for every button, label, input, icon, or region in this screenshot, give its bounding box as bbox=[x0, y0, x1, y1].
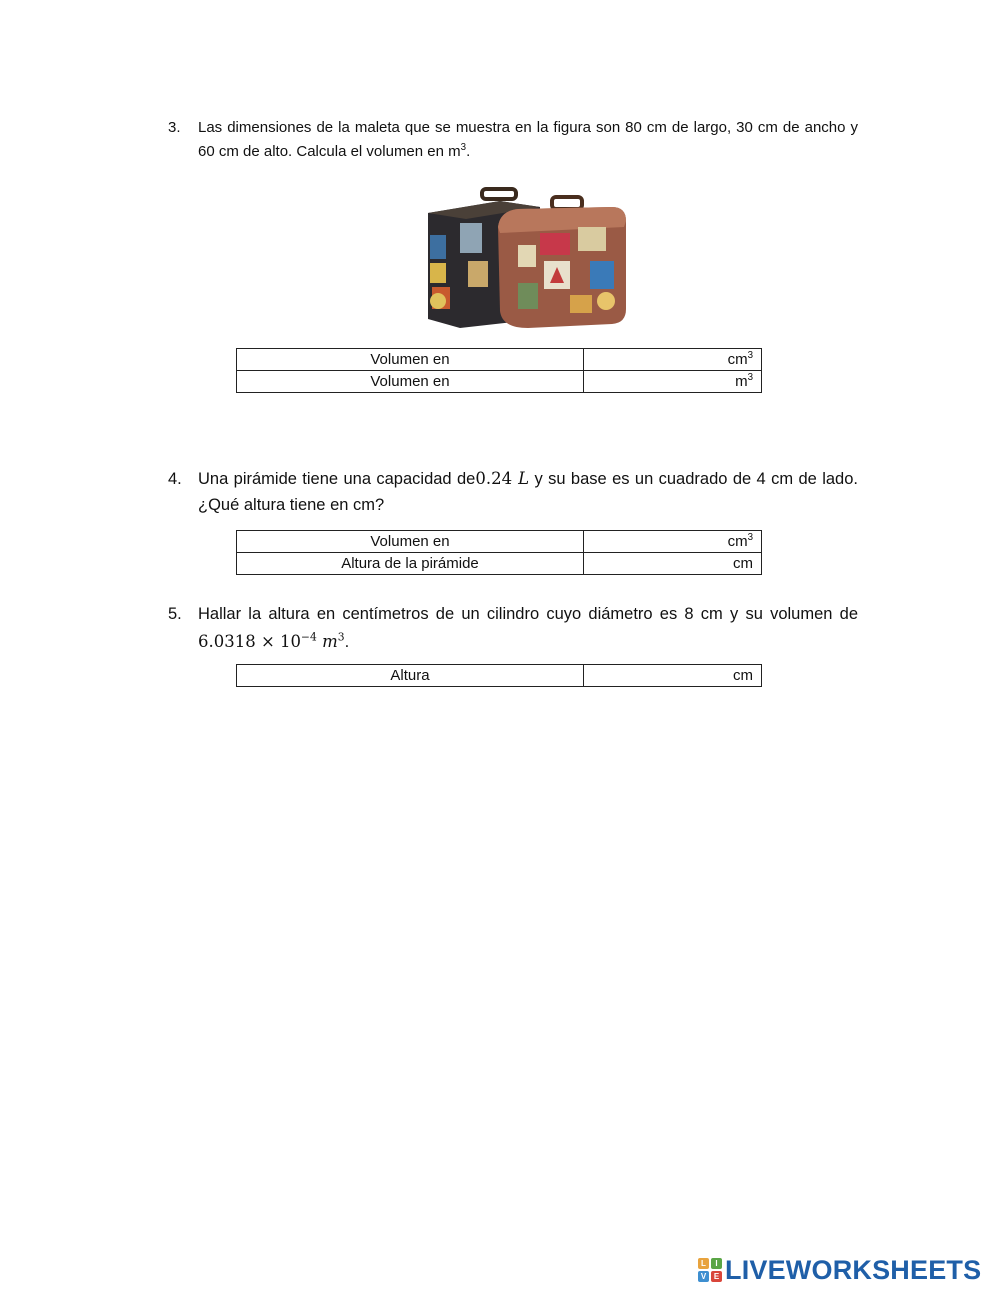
table-label: Altura bbox=[237, 665, 584, 687]
question-5 bbox=[168, 600, 858, 656]
question-number: 3. bbox=[168, 119, 181, 136]
question-3 bbox=[168, 116, 858, 164]
table-row bbox=[237, 665, 762, 687]
table-label: Altura de la pirámide bbox=[237, 553, 584, 575]
answer-table-5 bbox=[236, 664, 762, 687]
question-4 bbox=[168, 466, 858, 518]
question-text: Hallar la altura en centímetros de un cilindro cuyo diámetro es 8 cm y su volumen de $6.0318 \times 10^{-4}$ $m^3$. bbox=[198, 605, 858, 651]
answer-cell[interactable]: $m^3$ bbox=[584, 371, 762, 393]
answer-cell[interactable]: $cm^3$ bbox=[584, 349, 762, 371]
answer-cell[interactable]: $cm^3$ bbox=[584, 531, 762, 553]
liveworksheets-logo bbox=[698, 1256, 981, 1284]
answer-table-4 bbox=[236, 530, 762, 575]
table-label: Volumen en bbox=[237, 371, 584, 393]
math-expression: $6.0318 \times 10^{-4}$ $m^3$ bbox=[198, 630, 345, 651]
answer-cell[interactable]: cm bbox=[584, 553, 762, 575]
table-row bbox=[237, 553, 762, 575]
table-row bbox=[237, 349, 762, 371]
math-expression: 0.24 L bbox=[475, 469, 530, 488]
question-number: 5. bbox=[168, 605, 182, 623]
answer-cell[interactable]: cm bbox=[584, 665, 762, 687]
liveworksheets-icon: L I V E bbox=[698, 1258, 722, 1282]
table-label: Volumen en bbox=[237, 349, 584, 371]
answer-table-3 bbox=[236, 348, 762, 393]
question-number: 4. bbox=[168, 470, 182, 488]
suitcase-image bbox=[420, 183, 630, 333]
table-label: Volumen en bbox=[237, 531, 584, 553]
brand-text: LIVEWORKSHEETS bbox=[725, 1254, 982, 1285]
question-text: Una pirámide tiene una capacidad de0.24 L y su base es un cuadrado de 4 cm de lado. ¿Qué altura tiene en cm? bbox=[198, 469, 858, 514]
question-text: Las dimensiones de la maleta que se muestra en la figura son 80 cm de largo, 30 cm de ancho y 60 cm de alto. Calcula el volumen en $m^3$. bbox=[198, 119, 858, 160]
table-row bbox=[237, 371, 762, 393]
table-row bbox=[237, 531, 762, 553]
